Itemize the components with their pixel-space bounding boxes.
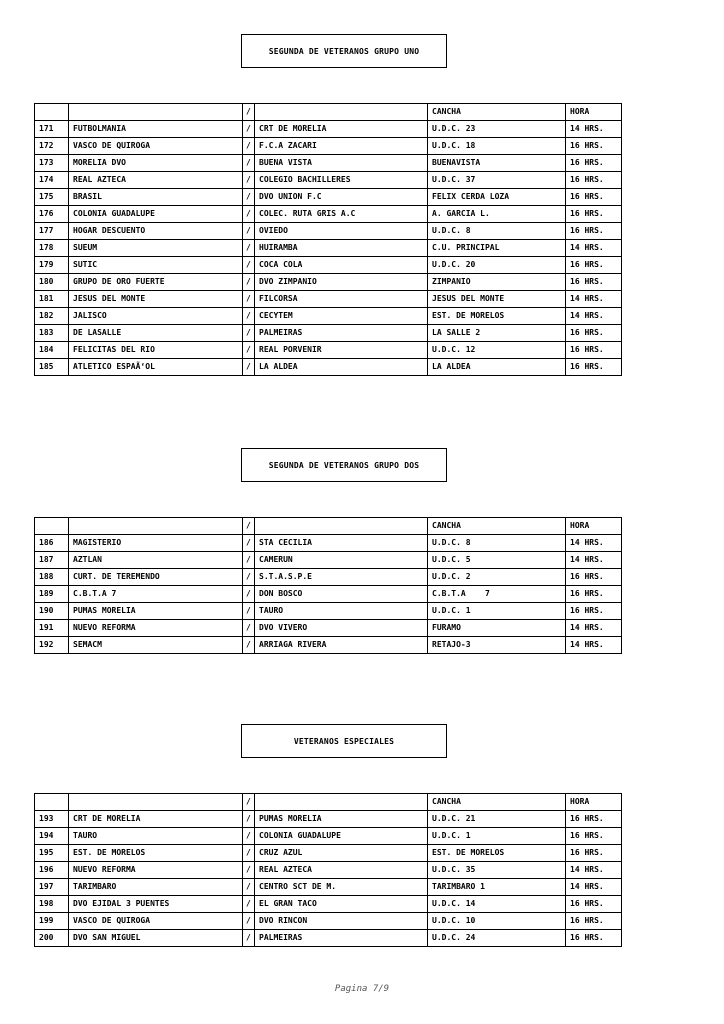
field-name: TARIMBARO 1: [428, 879, 566, 896]
header-match-number: [35, 104, 69, 121]
separator: /: [243, 862, 255, 879]
away-team: CRUZ AZUL: [255, 845, 428, 862]
away-team: STA CECILIA: [255, 535, 428, 552]
match-number: 190: [35, 603, 69, 620]
match-number: 188: [35, 569, 69, 586]
header-separator: /: [243, 518, 255, 535]
header-match-time: HORA: [566, 518, 622, 535]
match-number: 199: [35, 913, 69, 930]
separator: /: [243, 291, 255, 308]
header-match-time: HORA: [566, 104, 622, 121]
field-name: C.B.T.A 7: [428, 586, 566, 603]
match-number: 184: [35, 342, 69, 359]
away-team: CENTRO SCT DE M.: [255, 879, 428, 896]
separator: /: [243, 257, 255, 274]
separator: /: [243, 325, 255, 342]
fixture-table: [34, 793, 622, 947]
home-team: MAGISTERIO: [69, 535, 243, 552]
match-number: 186: [35, 535, 69, 552]
home-team: BRASIL: [69, 189, 243, 206]
table-row: [35, 828, 622, 845]
header-field-name: CANCHA: [428, 794, 566, 811]
match-number: 191: [35, 620, 69, 637]
home-team: VASCO DE QUIROGA: [69, 913, 243, 930]
field-name: U.D.C. 8: [428, 535, 566, 552]
table-row: [35, 845, 622, 862]
separator: /: [243, 342, 255, 359]
match-number: 197: [35, 879, 69, 896]
table-row: [35, 223, 622, 240]
header-field-name: CANCHA: [428, 518, 566, 535]
away-team: DVO ZIMPANIO: [255, 274, 428, 291]
match-number: 181: [35, 291, 69, 308]
match-number: 176: [35, 206, 69, 223]
separator: /: [243, 138, 255, 155]
separator: /: [243, 586, 255, 603]
separator: /: [243, 930, 255, 947]
field-name: EST. DE MORELOS: [428, 845, 566, 862]
field-name: FELIX CERDA LOZA: [428, 189, 566, 206]
match-number: 196: [35, 862, 69, 879]
separator: /: [243, 845, 255, 862]
home-team: TARIMBARO: [69, 879, 243, 896]
fixture-table: [34, 517, 622, 654]
away-team: PUMAS MORELIA: [255, 811, 428, 828]
table-row: [35, 206, 622, 223]
header-away-team: [255, 518, 428, 535]
match-time: 16 HRS.: [566, 359, 622, 376]
home-team: CRT DE MORELIA: [69, 811, 243, 828]
field-name: A. GARCIA L.: [428, 206, 566, 223]
away-team: HUIRAMBA: [255, 240, 428, 257]
home-team: GRUPO DE ORO FUERTE: [69, 274, 243, 291]
separator: /: [243, 172, 255, 189]
field-name: U.D.C. 1: [428, 828, 566, 845]
table-row: [35, 291, 622, 308]
match-time: 16 HRS.: [566, 172, 622, 189]
field-name: U.D.C. 14: [428, 896, 566, 913]
field-name: BUENAVISTA: [428, 155, 566, 172]
table-row: [35, 620, 622, 637]
table-row: [35, 172, 622, 189]
table-row: [35, 569, 622, 586]
field-name: ZIMPANIO: [428, 274, 566, 291]
match-number: 198: [35, 896, 69, 913]
header-separator: /: [243, 794, 255, 811]
match-time: 14 HRS.: [566, 121, 622, 138]
away-team: ARRIAGA RIVERA: [255, 637, 428, 654]
away-team: FILCORSA: [255, 291, 428, 308]
table-row: [35, 121, 622, 138]
table-row: [35, 913, 622, 930]
away-team: COLEC. RUTA GRIS A.C: [255, 206, 428, 223]
field-name: RETAJO-3: [428, 637, 566, 654]
separator: /: [243, 359, 255, 376]
table-row: [35, 930, 622, 947]
away-team: CRT DE MORELIA: [255, 121, 428, 138]
home-team: VASCO DE QUIROGA: [69, 138, 243, 155]
match-number: 171: [35, 121, 69, 138]
separator: /: [243, 535, 255, 552]
away-team: CAMERUN: [255, 552, 428, 569]
home-team: AZTLAN: [69, 552, 243, 569]
fixture-table: [34, 103, 622, 376]
table-row: [35, 274, 622, 291]
header-separator: /: [243, 104, 255, 121]
home-team: NUEVO REFORMA: [69, 862, 243, 879]
away-team: LA ALDEA: [255, 359, 428, 376]
table-row: [35, 308, 622, 325]
home-team: CURT. DE TEREMENDO: [69, 569, 243, 586]
match-time: 16 HRS.: [566, 569, 622, 586]
away-team: COLONIA GUADALUPE: [255, 828, 428, 845]
match-time: 16 HRS.: [566, 274, 622, 291]
table-row: [35, 552, 622, 569]
match-time: 16 HRS.: [566, 913, 622, 930]
away-team: COCA COLA: [255, 257, 428, 274]
away-team: DVO UNION F.C: [255, 189, 428, 206]
field-name: U.D.C. 23: [428, 121, 566, 138]
separator: /: [243, 240, 255, 257]
field-name: U.D.C. 2: [428, 569, 566, 586]
field-name: U.D.C. 18: [428, 138, 566, 155]
home-team: DVO EJIDAL 3 PUENTES: [69, 896, 243, 913]
field-name: U.D.C. 20: [428, 257, 566, 274]
header-away-team: [255, 794, 428, 811]
field-name: EST. DE MORELOS: [428, 308, 566, 325]
table-row: [35, 325, 622, 342]
home-team: JESUS DEL MONTE: [69, 291, 243, 308]
table-row: [35, 359, 622, 376]
table-row: [35, 535, 622, 552]
field-name: U.D.C. 10: [428, 913, 566, 930]
table-row: [35, 879, 622, 896]
field-name: U.D.C. 5: [428, 552, 566, 569]
home-team: SEMACM: [69, 637, 243, 654]
home-team: DE LASALLE: [69, 325, 243, 342]
match-time: 16 HRS.: [566, 930, 622, 947]
away-team: F.C.A ZACARI: [255, 138, 428, 155]
field-name: U.D.C. 37: [428, 172, 566, 189]
separator: /: [243, 896, 255, 913]
match-time: 16 HRS.: [566, 155, 622, 172]
match-time: 14 HRS.: [566, 240, 622, 257]
separator: /: [243, 121, 255, 138]
home-team: FUTBOLMANIA: [69, 121, 243, 138]
match-time: 14 HRS.: [566, 308, 622, 325]
table-row: [35, 155, 622, 172]
away-team: EL GRAN TACO: [255, 896, 428, 913]
separator: /: [243, 603, 255, 620]
table-row: [35, 637, 622, 654]
match-number: 194: [35, 828, 69, 845]
match-number: 183: [35, 325, 69, 342]
match-number: 178: [35, 240, 69, 257]
match-time: 14 HRS.: [566, 637, 622, 654]
table-row: [35, 811, 622, 828]
match-number: 175: [35, 189, 69, 206]
separator: /: [243, 811, 255, 828]
match-time: 14 HRS.: [566, 291, 622, 308]
separator: /: [243, 223, 255, 240]
away-team: OVIEDO: [255, 223, 428, 240]
home-team: JALISCO: [69, 308, 243, 325]
section-title: SEGUNDA DE VETERANOS GRUPO DOS: [241, 448, 447, 482]
table-row: [35, 189, 622, 206]
field-name: U.D.C. 35: [428, 862, 566, 879]
match-time: 16 HRS.: [566, 845, 622, 862]
field-name: U.D.C. 21: [428, 811, 566, 828]
away-team: COLEGIO BACHILLERES: [255, 172, 428, 189]
match-time: 16 HRS.: [566, 138, 622, 155]
match-time: 16 HRS.: [566, 828, 622, 845]
match-number: 195: [35, 845, 69, 862]
match-time: 16 HRS.: [566, 325, 622, 342]
table-row: [35, 342, 622, 359]
field-name: U.D.C. 8: [428, 223, 566, 240]
header-match-number: [35, 518, 69, 535]
match-time: 16 HRS.: [566, 603, 622, 620]
home-team: SUEUM: [69, 240, 243, 257]
field-name: LA ALDEA: [428, 359, 566, 376]
field-name: JESUS DEL MONTE: [428, 291, 566, 308]
table-row: [35, 603, 622, 620]
home-team: DVO SAN MIGUEL: [69, 930, 243, 947]
away-team: CECYTEM: [255, 308, 428, 325]
home-team: NUEVO REFORMA: [69, 620, 243, 637]
separator: /: [243, 552, 255, 569]
match-number: 182: [35, 308, 69, 325]
separator: /: [243, 569, 255, 586]
header-row: [35, 518, 622, 535]
home-team: EST. DE MORELOS: [69, 845, 243, 862]
header-away-team: [255, 104, 428, 121]
separator: /: [243, 828, 255, 845]
section-title: SEGUNDA DE VETERANOS GRUPO UNO: [241, 34, 447, 68]
home-team: C.B.T.A 7: [69, 586, 243, 603]
field-name: U.D.C. 1: [428, 603, 566, 620]
home-team: TAURO: [69, 828, 243, 845]
away-team: DVO RINCON: [255, 913, 428, 930]
home-team: HOGAR DESCUENTO: [69, 223, 243, 240]
page-number: Pagina 7/9: [334, 984, 390, 994]
table-row: [35, 240, 622, 257]
match-number: 192: [35, 637, 69, 654]
home-team: SUTIC: [69, 257, 243, 274]
field-name: U.D.C. 24: [428, 930, 566, 947]
separator: /: [243, 155, 255, 172]
table-row: [35, 138, 622, 155]
header-match-number: [35, 794, 69, 811]
match-time: 16 HRS.: [566, 206, 622, 223]
match-time: 16 HRS.: [566, 223, 622, 240]
match-time: 14 HRS.: [566, 552, 622, 569]
home-team: ATLETICO ESPAÃ‘OL: [69, 359, 243, 376]
header-row: [35, 794, 622, 811]
table-row: [35, 862, 622, 879]
match-time: 16 HRS.: [566, 189, 622, 206]
match-number: 189: [35, 586, 69, 603]
home-team: COLONIA GUADALUPE: [69, 206, 243, 223]
match-number: 179: [35, 257, 69, 274]
home-team: REAL AZTECA: [69, 172, 243, 189]
separator: /: [243, 879, 255, 896]
home-team: PUMAS MORELIA: [69, 603, 243, 620]
separator: /: [243, 206, 255, 223]
table-row: [35, 896, 622, 913]
match-number: 187: [35, 552, 69, 569]
match-number: 174: [35, 172, 69, 189]
away-team: S.T.A.S.P.E: [255, 569, 428, 586]
match-time: 16 HRS.: [566, 342, 622, 359]
separator: /: [243, 308, 255, 325]
match-number: 185: [35, 359, 69, 376]
away-team: BUENA VISTA: [255, 155, 428, 172]
match-time: 16 HRS.: [566, 586, 622, 603]
match-time: 14 HRS.: [566, 620, 622, 637]
separator: /: [243, 637, 255, 654]
field-name: FURAMO: [428, 620, 566, 637]
match-number: 193: [35, 811, 69, 828]
header-row: [35, 104, 622, 121]
away-team: REAL PORVENIR: [255, 342, 428, 359]
match-number: 172: [35, 138, 69, 155]
match-number: 173: [35, 155, 69, 172]
match-number: 177: [35, 223, 69, 240]
match-number: 180: [35, 274, 69, 291]
home-team: FELICITAS DEL RIO: [69, 342, 243, 359]
away-team: PALMEIRAS: [255, 930, 428, 947]
header-home-team: [69, 104, 243, 121]
field-name: LA SALLE 2: [428, 325, 566, 342]
separator: /: [243, 620, 255, 637]
header-match-time: HORA: [566, 794, 622, 811]
section-title: VETERANOS ESPECIALES: [241, 724, 447, 758]
home-team: MORELIA DVO: [69, 155, 243, 172]
field-name: C.U. PRINCIPAL: [428, 240, 566, 257]
away-team: TAURO: [255, 603, 428, 620]
table-row: [35, 257, 622, 274]
header-home-team: [69, 518, 243, 535]
away-team: DVO VIVERO: [255, 620, 428, 637]
away-team: REAL AZTECA: [255, 862, 428, 879]
match-time: 14 HRS.: [566, 535, 622, 552]
separator: /: [243, 274, 255, 291]
separator: /: [243, 189, 255, 206]
header-field-name: CANCHA: [428, 104, 566, 121]
match-number: 200: [35, 930, 69, 947]
match-time: 14 HRS.: [566, 879, 622, 896]
header-home-team: [69, 794, 243, 811]
separator: /: [243, 913, 255, 930]
away-team: PALMEIRAS: [255, 325, 428, 342]
match-time: 16 HRS.: [566, 257, 622, 274]
match-time: 16 HRS.: [566, 811, 622, 828]
table-row: [35, 586, 622, 603]
match-time: 14 HRS.: [566, 862, 622, 879]
field-name: U.D.C. 12: [428, 342, 566, 359]
match-time: 16 HRS.: [566, 896, 622, 913]
away-team: DON BOSCO: [255, 586, 428, 603]
